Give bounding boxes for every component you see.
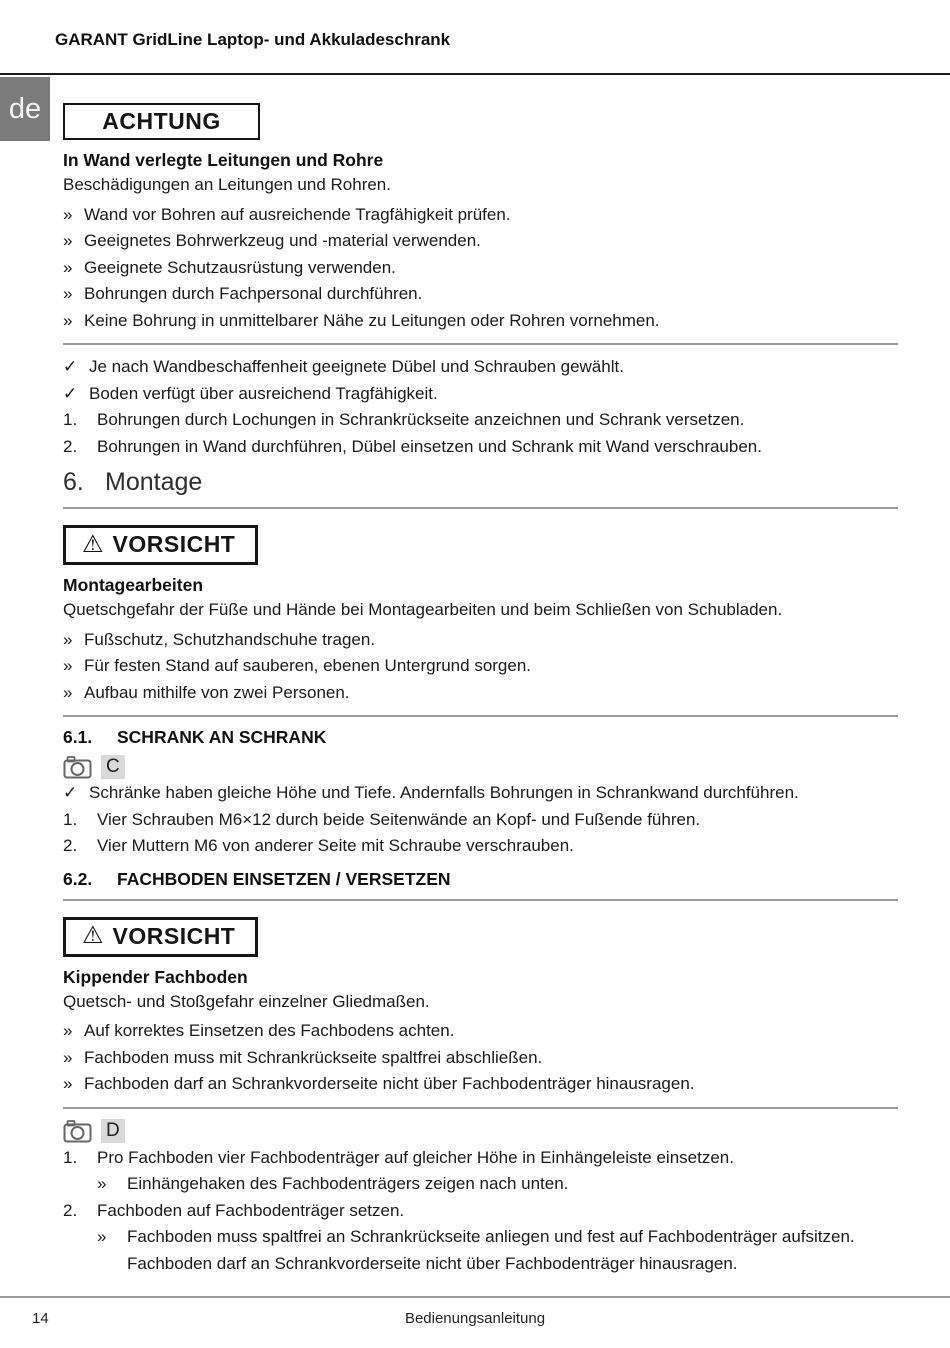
bullet-marker: »	[63, 284, 73, 303]
subsection-heading-61	[63, 726, 898, 748]
divider	[63, 715, 898, 717]
vorsicht-signal-box	[63, 525, 258, 565]
section-number: 6.	[63, 468, 84, 496]
check-marker: ✓	[63, 383, 78, 403]
warning-triangle-icon: ⚠	[82, 530, 104, 558]
bullet-marker: »	[63, 257, 73, 277]
footer-rule	[0, 1296, 950, 1298]
item-text: Bohrungen in Wand durchführen, Dübel einsetzen und Schrank mit Wand verschrauben.	[97, 436, 762, 456]
divider	[63, 343, 898, 345]
item-number: 2.	[63, 436, 78, 456]
bullet-item	[63, 308, 898, 335]
numbered-item	[63, 434, 898, 461]
item-text: Bohrungen durch Lochungen in Schrankrückseite anzeichnen und Schrank versetzen.	[97, 410, 745, 429]
sub-bullet-text: Fachboden muss spaltfrei an Schrankrückseite anliegen und fest auf Fachbodenträger aufsitzen. Fachboden darf an Schrankvorderseite nicht über Fachbodenträger hinausragen.	[127, 1227, 855, 1273]
item-text: Vier Schrauben M6×12 durch beide Seitenwände an Kopf- und Fußende führen.	[97, 809, 701, 829]
figure-reference	[63, 1118, 898, 1145]
check-marker: ✓	[63, 783, 78, 802]
sub-bullet-text: Einhängehaken des Fachbodenträgers zeigen nach unten.	[127, 1174, 569, 1193]
page-content	[63, 103, 898, 1277]
warning-bullet-list	[63, 627, 898, 707]
section-heading-montage	[63, 467, 898, 498]
camera-icon	[63, 1119, 93, 1143]
subsection-heading-62	[63, 868, 898, 890]
bullet-item	[63, 281, 898, 308]
footer-line	[0, 1310, 950, 1327]
bullet-text: Wand vor Bohren auf ausreichende Tragfähigkeit prüfen.	[84, 204, 511, 224]
bullet-item	[63, 653, 898, 680]
warning-heading: In Wand verlegte Leitungen und Rohre	[63, 150, 384, 170]
warning-bullet-list	[63, 1018, 898, 1098]
numbered-item	[63, 1145, 898, 1172]
bullet-marker: »	[63, 204, 73, 224]
bullet-text: Fachboden darf an Schrankvorderseite nicht über Fachbodenträger hinausragen.	[84, 1074, 695, 1093]
subsection-title: SCHRANK AN SCHRANK	[117, 727, 327, 747]
vorsicht-label: VORSICHT	[112, 922, 236, 949]
document-header	[0, 0, 950, 73]
warning-intro: Beschädigungen an Leitungen und Rohren.	[63, 175, 391, 194]
item-text: Fachboden auf Fachbodenträger setzen.	[97, 1200, 405, 1220]
vorsicht-signal-box	[63, 917, 258, 957]
figure-label: D	[101, 1119, 125, 1143]
subsection-number: 6.2.	[63, 868, 93, 889]
bullet-text: Fachboden muss mit Schrankrückseite spaltfrei abschließen.	[84, 1047, 543, 1067]
header-rule	[0, 73, 950, 75]
figure-label: C	[101, 755, 125, 779]
warning-bullet-list	[63, 202, 898, 335]
numbered-item	[63, 407, 898, 434]
language-tab	[0, 77, 50, 141]
item-number: 1.	[63, 809, 78, 829]
language-tab-label: de	[8, 92, 42, 125]
bullet-marker: »	[63, 629, 73, 649]
bullet-marker: »	[63, 1074, 73, 1093]
numbered-item	[63, 833, 898, 860]
item-number: 2.	[63, 836, 78, 855]
achtung-label: ACHTUNG	[102, 108, 221, 134]
divider	[63, 1107, 898, 1109]
warning-heading: Kippender Fachboden	[63, 966, 248, 987]
numbered-item	[63, 807, 898, 834]
page-footer	[0, 1296, 950, 1327]
bullet-marker: »	[97, 1227, 107, 1246]
bullet-text: Auf korrektes Einsetzen des Fachbodens achten.	[84, 1021, 455, 1040]
check-text: Je nach Wandbeschaffenheit geeignete Dübel und Schrauben gewählt.	[89, 357, 624, 376]
bullet-item	[63, 1018, 898, 1045]
bullet-marker: »	[63, 682, 73, 702]
bullet-item	[63, 627, 898, 654]
sub-bullet-item	[63, 1171, 898, 1198]
bullet-marker: »	[63, 310, 73, 330]
sub-bullet-item	[63, 1224, 898, 1277]
divider	[63, 899, 898, 901]
figure-reference	[63, 753, 898, 780]
camera-icon	[63, 755, 93, 779]
check-marker: ✓	[63, 357, 78, 376]
item-number: 2.	[63, 1200, 78, 1220]
bullet-marker: »	[97, 1174, 107, 1193]
bullet-marker: »	[63, 1021, 73, 1040]
warning-heading: Montagearbeiten	[63, 575, 204, 595]
section-title: Montage	[105, 468, 203, 496]
check-item	[63, 354, 898, 381]
bullet-text: Aufbau mithilfe von zwei Personen.	[84, 682, 350, 702]
item-text: Pro Fachboden vier Fachbodenträger auf gleicher Höhe in Einhängeleiste einsetzen.	[97, 1147, 734, 1167]
divider	[63, 507, 898, 509]
bullet-marker: »	[63, 656, 73, 675]
warning-intro: Quetschgefahr der Füße und Hände bei Montagearbeiten und beim Schließen von Schubladen.	[63, 600, 783, 619]
bullet-item	[63, 255, 898, 282]
check-text: Schränke haben gleiche Höhe und Tiefe. Andernfalls Bohrungen in Schrankwand durchführen.	[89, 783, 799, 802]
bullet-item	[63, 202, 898, 229]
bullet-marker: »	[63, 231, 73, 250]
bullet-text: Geeignete Schutzausrüstung verwenden.	[84, 257, 396, 277]
bullet-text: Geeignetes Bohrwerkzeug und -material verwenden.	[84, 231, 481, 250]
document-title: GARANT GridLine Laptop- und Akkuladeschrank	[55, 30, 451, 49]
subsection-title: FACHBODEN EINSETZEN / VERSETZEN	[117, 868, 451, 889]
bullet-marker: »	[63, 1047, 73, 1067]
item-number: 1.	[63, 410, 78, 429]
numbered-item	[63, 1198, 898, 1225]
bullet-text: Für festen Stand auf sauberen, ebenen Untergrund sorgen.	[84, 656, 532, 675]
warning-intro: Quetsch- und Stoßgefahr einzelner Gliedmaßen.	[63, 991, 430, 1011]
warning-triangle-icon: ⚠	[82, 922, 104, 949]
check-item	[63, 780, 898, 807]
footer-label: Bedienungsanleitung	[404, 1310, 546, 1327]
bullet-text: Fußschutz, Schutzhandschuhe tragen.	[84, 629, 376, 649]
check-item	[63, 381, 898, 408]
bullet-text: Keine Bohrung in unmittelbarer Nähe zu Leitungen oder Rohren vornehmen.	[84, 310, 660, 330]
item-number: 1.	[63, 1147, 78, 1167]
item-text: Vier Muttern M6 von anderer Seite mit Schraube verschrauben.	[97, 836, 574, 855]
bullet-text: Bohrungen durch Fachpersonal durchführen.	[84, 284, 423, 303]
bullet-item	[63, 680, 898, 707]
page-number: 14	[32, 1310, 49, 1327]
vorsicht-label: VORSICHT	[112, 531, 236, 557]
bullet-item	[63, 228, 898, 255]
subsection-number: 6.1.	[63, 727, 93, 747]
achtung-signal-box	[63, 103, 260, 140]
check-text: Boden verfügt über ausreichend Tragfähigkeit.	[89, 383, 438, 403]
bullet-item	[63, 1071, 898, 1098]
bullet-item	[63, 1045, 898, 1072]
